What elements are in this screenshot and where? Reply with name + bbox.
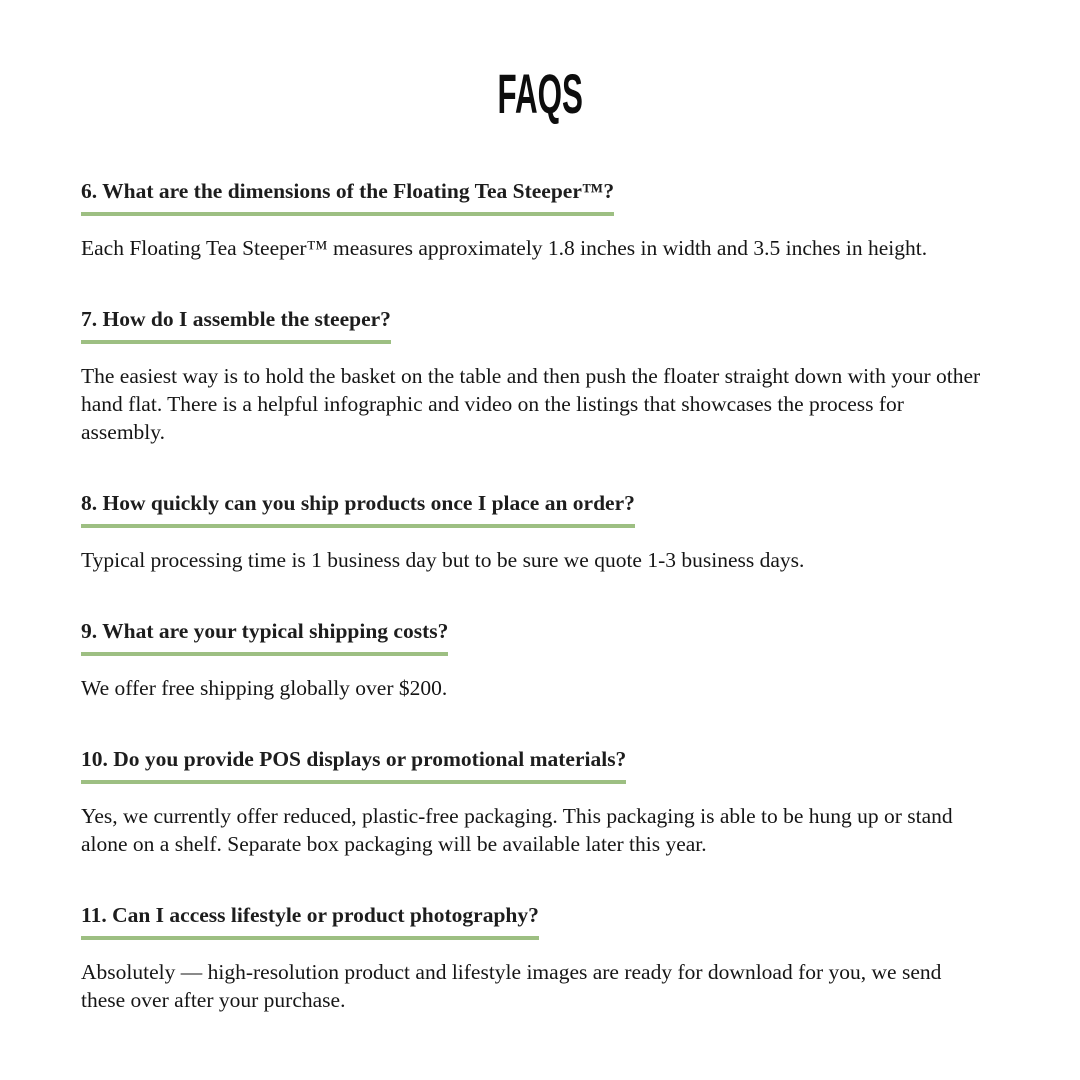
- faq-question: 9. What are your typical shipping costs?: [81, 618, 448, 656]
- page-header: [0, 0, 1080, 125]
- page-title: FAQS: [497, 62, 583, 125]
- faq-answer: Yes, we currently offer reduced, plastic-free packaging. This packaging is able to be hung up or stand alone on a shelf. Separate box packaging will be available later this year.: [81, 804, 953, 856]
- faq-answer: Typical processing time is 1 business day but to be sure we quote 1-3 business days.: [81, 548, 805, 572]
- faq-item: [81, 618, 1007, 702]
- faq-item: [81, 490, 1007, 574]
- faq-answer: We offer free shipping globally over $200.: [81, 676, 448, 700]
- faq-answer: Absolutely — high-resolution product and lifestyle images are ready for download for you, we send these over after your purchase.: [81, 960, 942, 1012]
- faq-question: 10. Do you provide POS displays or promotional materials?: [81, 746, 626, 784]
- faq-item: [81, 746, 1007, 858]
- faq-question: 7. How do I assemble the steeper?: [81, 306, 391, 344]
- faq-answer: The easiest way is to hold the basket on the table and then push the floater straight down with your other hand flat. There is a helpful infographic and video on the listings that showcases the process for assembly.: [81, 364, 981, 444]
- faq-question: 8. How quickly can you ship products once I place an order?: [81, 490, 635, 528]
- faq-list: [81, 178, 1007, 1014]
- faq-question: 6. What are the dimensions of the Floating Tea Steeper™?: [81, 178, 614, 216]
- faq-item: [81, 306, 1007, 446]
- faq-item: [81, 902, 1007, 1014]
- faq-answer: Each Floating Tea Steeper™ measures approximately 1.8 inches in width and 3.5 inches in height.: [81, 236, 928, 260]
- faq-item: [81, 178, 1007, 262]
- faq-question: 11. Can I access lifestyle or product photography?: [81, 902, 539, 940]
